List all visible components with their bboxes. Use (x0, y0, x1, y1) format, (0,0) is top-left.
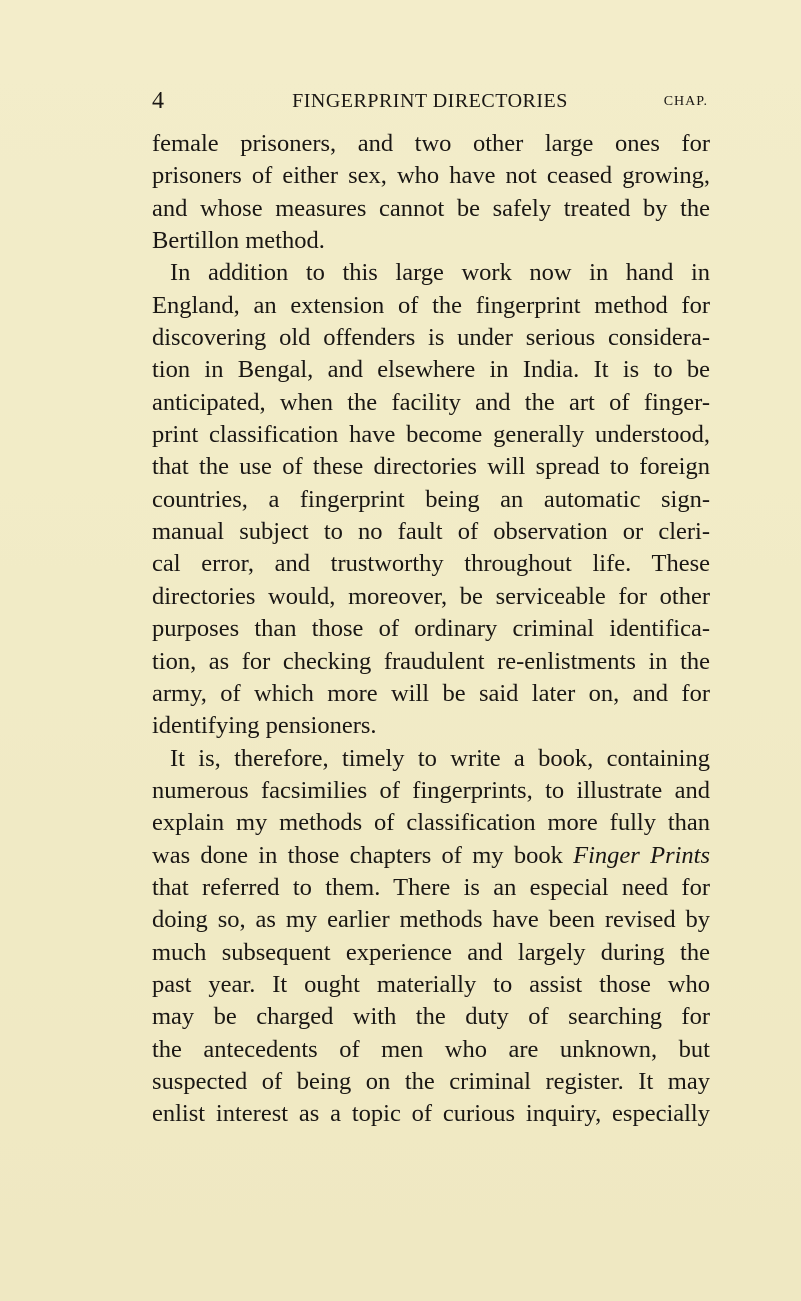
text-line: directories would, moreover, be serviceable for other (152, 582, 710, 610)
text-line: England, an extension of the fingerprint method for (152, 291, 710, 319)
page-number: 4 (152, 88, 164, 114)
chapter-label: CHAP. (663, 94, 708, 109)
text-line: anticipated, when the facility and the art of finger- (152, 388, 710, 416)
text-line: suspected of being on the criminal register. It may (152, 1067, 710, 1095)
text-line: the antecedents of men who are unknown, but (152, 1035, 710, 1063)
text-line: numerous facsimilies of fingerprints, to illustrate and (152, 776, 710, 804)
text-line: prisoners of either sex, who have not ceased growing, (152, 162, 710, 190)
text-line: manual subject to no fault of observation or cleri- (152, 518, 710, 546)
text-line: that the use of these directories will spread to foreign (152, 453, 710, 481)
running-head (152, 86, 708, 116)
text-line: purposes than those of ordinary criminal identifica- (152, 615, 710, 643)
text-line: cal error, and trustworthy throughout life. These (152, 550, 710, 578)
text-line: identifying pensioners. (152, 712, 377, 740)
text-line: much subsequent experience and largely during the (152, 938, 710, 966)
text-line: may be charged with the duty of searching for (152, 1003, 710, 1031)
text-line: tion in Bengal, and elsewhere in India. It is to be (152, 356, 710, 384)
text-line: In addition to this large work now in hand in (170, 259, 710, 287)
text-line: discovering old offenders is under serious considera- (152, 324, 710, 352)
text-line: print classification have become generally understood, (152, 421, 710, 449)
text-line: enlist interest as a topic of curious inquiry, especially (152, 1100, 710, 1128)
body-text (152, 128, 710, 1131)
text-line: explain my methods of classification more fully than (152, 809, 710, 837)
text-segment: was done in those chapters of my book (152, 841, 563, 869)
text-line: past year. It ought materially to assist those who (152, 970, 710, 998)
text-line: Bertillon method. (152, 227, 325, 255)
text-line-with-title (152, 840, 710, 872)
text-line: that referred to them. There is an especial need for (152, 873, 710, 901)
text-line: countries, a fingerprint being an automatic sign- (152, 485, 710, 513)
text-line: female prisoners, and two other large ones for (152, 130, 710, 157)
book-title: Finger Prints (573, 841, 711, 869)
text-line: and whose measures cannot be safely treated by the (152, 194, 710, 222)
running-title: FINGERPRINT DIRECTORIES (292, 90, 568, 112)
text-line: doing so, as my earlier methods have been revised by (152, 906, 710, 934)
text-line: tion, as for checking fraudulent re-enlistments in the (152, 647, 710, 675)
text-line: It is, therefore, timely to write a book, containing (170, 744, 710, 772)
text-line: army, of which more will be said later on, and for (152, 679, 710, 707)
